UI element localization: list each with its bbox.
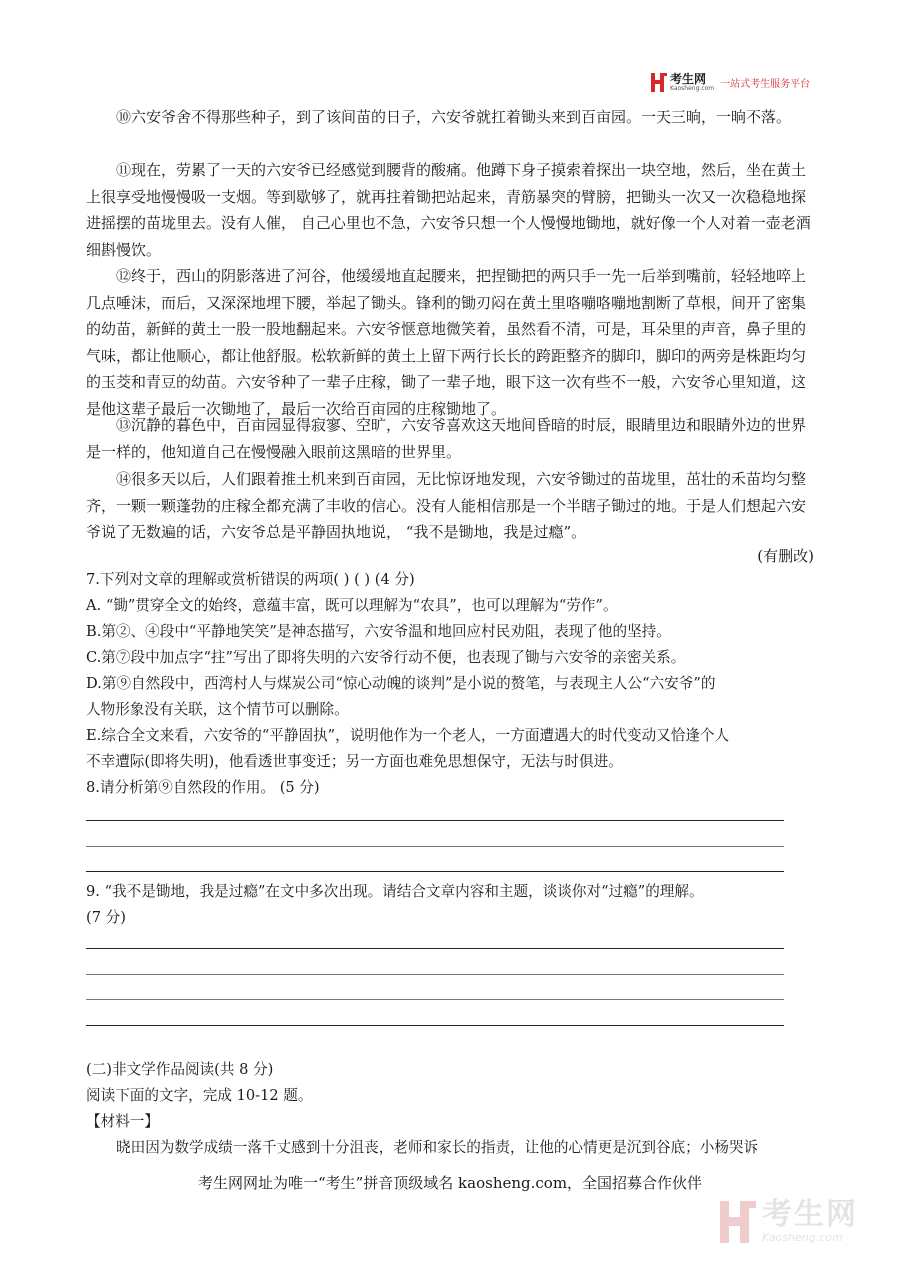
answer-line[interactable]	[86, 948, 784, 949]
question-7: 7.下列对文章的理解或赏析错误的两项( ) ( ) (4 分)	[86, 571, 415, 588]
answer-line[interactable]	[86, 1025, 784, 1026]
paragraph-10: ⑩六安爷舍不得那些种子，到了该间苗的日子，六安爷就扛着锄头来到百亩园。一天三晌，一晌不落。	[116, 108, 792, 126]
paragraph-11: ⑪现在，劳累了一天的六安爷已经感觉到腰背的酸痛。他蹲下身子摸索着探出一块空地，然后，坐在黄土上很享受地慢慢吸一支烟。等到歇够了，就再拄着锄把站起来，青筋暴突的臂膀，把锄头一次又一次稳稳地探进摇摆的苗垅里去。没有人催， 自己心里也不急，六安爷只想一个人慢慢地锄地，就好像一个人对着一壶老酒细斟慢饮。	[86, 161, 811, 259]
watermark-domain: Kaosheng.com	[762, 1231, 843, 1244]
question-7-option-d-line2: 人物形象没有关联，这个情节可以删除。	[86, 701, 349, 718]
page-footer: 考生网网址为唯一“考生”拼音顶级域名 kaosheng.com，全国招募合作伙伴	[197, 1174, 703, 1192]
material-1-label: 【材料一】	[86, 1113, 159, 1130]
section-2-instruction: 阅读下面的文字，完成 10-12 题。	[86, 1087, 313, 1104]
answer-line[interactable]	[86, 974, 784, 975]
question-7-option-c: C.第⑦段中加点字“拄”写出了即将失明的六安爷行动不便，也表现了锄与六安爷的亲密关系。	[86, 649, 686, 666]
answer-line[interactable]	[86, 999, 784, 1000]
brand-name: 考生网	[670, 71, 707, 86]
answer-line[interactable]	[86, 820, 784, 821]
answer-line[interactable]	[86, 846, 784, 847]
question-9: 9. “我不是锄地，我是过瘾”在文中多次出现。请结合文章内容和主题，谈谈你对“过瘾”的理解。	[86, 883, 704, 900]
question-7-option-e-line1: E.综合全文来看，六安爷的“平静固执”，说明他作为一个老人，一方面遭遇大的时代变动又恰逢个人	[86, 727, 730, 744]
question-8: 8.请分析第⑨自然段的作用。 (5 分)	[86, 779, 320, 796]
question-7-option-a: A. “锄”贯穿全文的始终，意蕴丰富，既可以理解为“农具”，也可以理解为“劳作”。	[86, 597, 618, 614]
watermark	[720, 1197, 858, 1244]
answer-line[interactable]	[86, 871, 784, 872]
paragraph-13: ⑬沉静的暮色中，百亩园显得寂寥、空旷，六安爷喜欢这天地间昏暗的时辰，眼睛里边和眼睛外边的世界是一样的，他知道自己在慢慢融入眼前这黑暗的世界里。	[86, 416, 807, 461]
question-7-option-e-line2: 不幸遭际(即将失明)，他看透世事变迁；另一方面也难免思想保守，无法与时俱进。	[86, 753, 623, 770]
question-7-option-d-line1: D.第⑨自然段中，西湾村人与煤炭公司“惊心动魄的谈判”是小说的赘笔，与表现主人公“六安爷”的	[86, 675, 716, 692]
material-1-text: 晓田因为数学成绩一落千丈感到十分沮丧，老师和家长的指责，让他的心情更是沉到谷底；小杨哭诉	[116, 1139, 759, 1156]
paragraph-12: ⑫终于，西山的阴影落进了河谷，他缓缓地直起腰来，把捏锄把的两只手一先一后举到嘴前，轻轻地啐上几点唾沫，而后，又深深地埋下腰，举起了锄头。锋利的锄刃闷在黄土里咯嘣咯嘣地割断了草根，间开了密集的幼苗，新鲜的黄土一股一股地翻起来。六安爷惬意地微笑着，虽然看不清，可是，耳朵里的声音，鼻子里的气味，都让他顺心，都让他舒服。松软新鲜的黄土上留下两行长长的跨距整齐的脚印，脚印的两旁是株距均匀的玉茭和青豆的幼苗。六安爷种了一辈子庄稼，锄了一辈子地，眼下这一次有些不一般，六安爷心里知道，这是他这辈子最后一次锄地了，最后一次给百亩园的庄稼锄地了。	[86, 267, 807, 418]
brand-domain: Kaosheng.com	[670, 84, 715, 92]
abridged-note: (有删改)	[757, 547, 814, 565]
watermark-logo-icon	[720, 1201, 756, 1243]
section-2-heading: (二)非文学作品阅读(共 8 分)	[86, 1061, 274, 1078]
brand-slogan: 一站式考生服务平台	[720, 78, 811, 90]
watermark-name: 考生网	[762, 1197, 858, 1232]
question-9-score: (7 分)	[86, 909, 126, 926]
kaosheng-logo-icon	[651, 73, 667, 92]
header-logo	[651, 70, 810, 94]
question-7-option-b: B.第②、④段中“平静地笑笑”是神态描写，六安爷温和地回应村民劝阻，表现了他的坚持。	[86, 623, 671, 640]
paragraph-14: ⑭很多天以后，人们跟着推土机来到百亩园，无比惊讶地发现，六安爷锄过的苗垅里，茁壮的禾苗均匀整齐，一颗一颗蓬勃的庄稼全都充满了丰收的信心。没有人能相信那是一个半瞎子锄过的地。于是人们想起六安爷说了无数遍的话，六安爷总是平静固执地说， “我不是锄地，我是过瘾”。	[86, 470, 807, 541]
